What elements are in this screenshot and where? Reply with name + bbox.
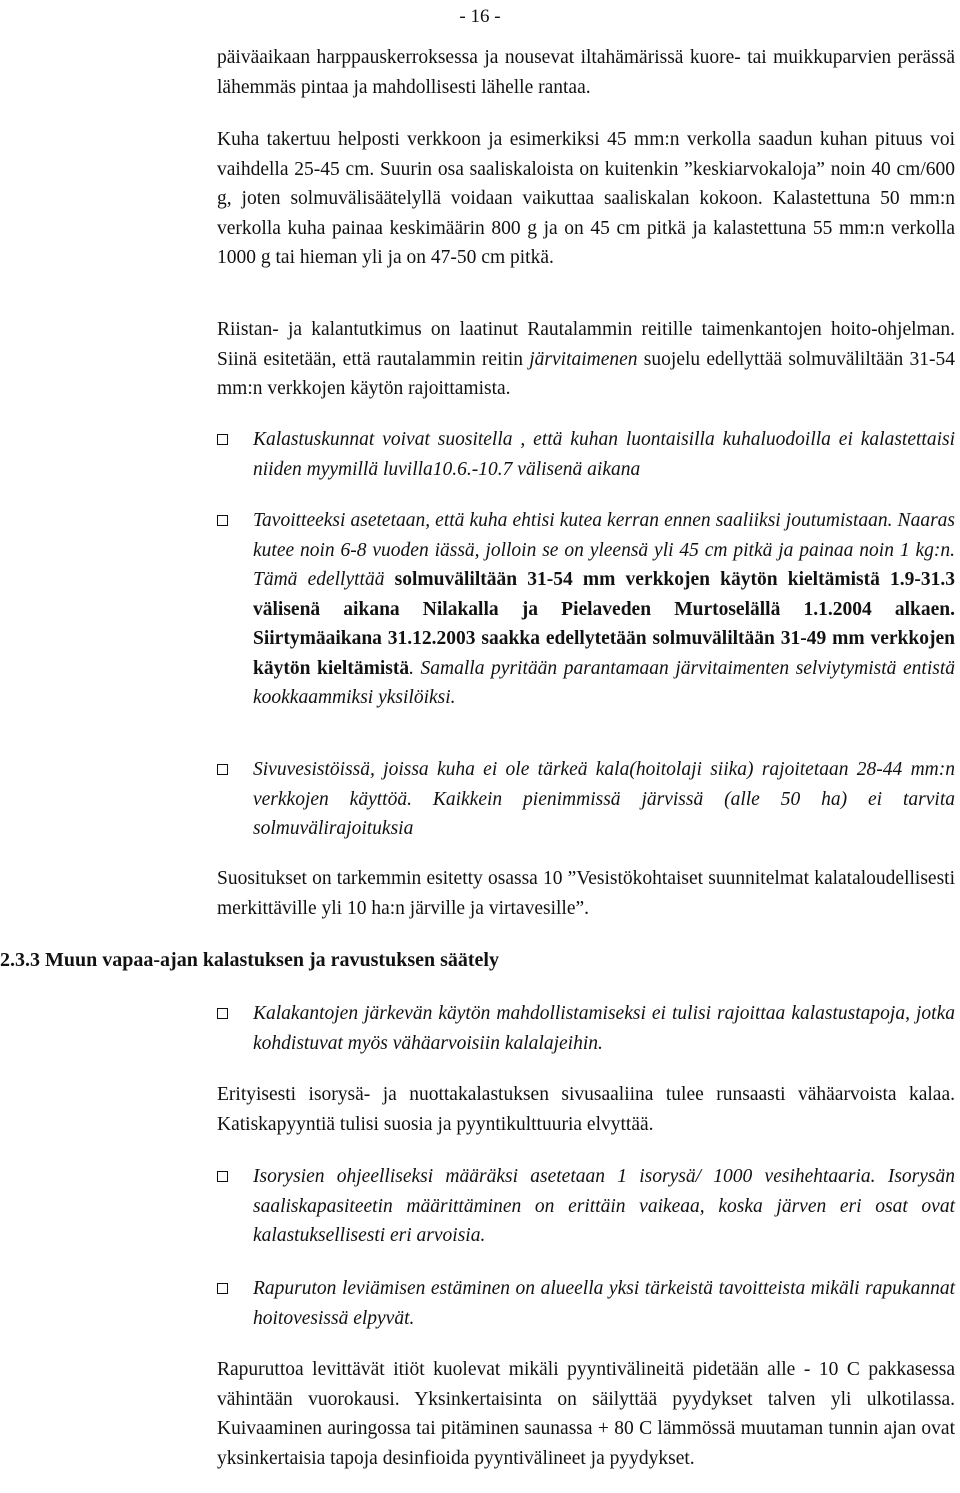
checkbox-bullet-icon bbox=[217, 1283, 228, 1294]
checkbox-bullet-icon bbox=[217, 434, 228, 445]
paragraph-bycatch: Erityisesti isorysä- ja nuottakalastuksen sivusaaliina tulee runsaasti vähäarvoista kalaa. Katiskapyyntiä tulisi suosia ja pyyntikulttuuria elvyttää. bbox=[217, 1084, 955, 1135]
bullet-item-fishing-methods bbox=[217, 999, 955, 1058]
paragraph-spawning-behaviour: päiväaikaan harppauskerroksessa ja nousevat iltahämärissä kuore- tai muikkuparvien perässä lähemmäs pintaa ja mahdollisesti lähelle rantaa. bbox=[217, 47, 955, 98]
bullet-text: Sivuvesistöissä, joissa kuha ei ole tärkeä kala(hoitolaji siika) rajoitetaan 28-44 mm:n verkkojen käyttöä. Kaikkein pienimmissä järvissä (alle 50 ha) ei tarvita solmuvälirajoituksia bbox=[253, 759, 955, 839]
bullet-text bbox=[253, 506, 955, 713]
page-number: - 16 - bbox=[459, 6, 501, 27]
paragraph-text: suojelu edellyttää solmuväliltään 31-54 mm:n verkkojen käytön rajoittamista. bbox=[217, 348, 955, 399]
bullet-item-side-waters bbox=[217, 755, 955, 844]
bullet-text: Rapuruton leviämisen estäminen on alueella yksi tärkeistä tavoitteista mikäli rapukannat hoitovesissä elpyvät. bbox=[253, 1278, 955, 1329]
bullet-text-part: Kalastuskunnat voivat suositella , että kuhan luontaisilla kuhaluodoilla ei kalastettaisi niiden myymillä luvilla10.6.-10. bbox=[253, 429, 955, 480]
paragraph-zander-size: Kuha takertuu helposti verkkoon ja esimerkiksi 45 mm:n verkolla saadun kuhan pituus voi vaihdella 25-45 cm. Suurin osa saaliskaloista on kuitenkin ”keskiarvokaloja” noin 40 cm/600 g, joten solmuvälisäätelyllä voidaan vaikuttaa saaliskalan kokoon. Kalastettuna 50 mm:n verkolla kuha painaa keskimäärin 800 g ja on 45 cm pitkä ja kalastettuna 55 mm:n verkolla 1000 g tai hieman yli ja on 47-50 cm pitkä. bbox=[217, 129, 955, 268]
bullet-item-spawning-grounds bbox=[217, 425, 955, 484]
bullet-text-part: Tavoitteeksi asetetaan, että kuha ehtisi kutea kerran ennen saaliiksi joutumistaan. Naaras kutee noin 6-8 vuoden iässä, jolloin se on yleensä yli 45 cm pitkä ja painaa noin 1 kg:n. Tämä edellyttää bbox=[253, 510, 955, 590]
paragraph-trout-program bbox=[217, 315, 955, 404]
emphasized-term: järvitaimenen bbox=[529, 348, 638, 370]
checkbox-bullet-icon bbox=[217, 764, 228, 775]
bullet-item-mesh-size-goal bbox=[217, 506, 955, 713]
bold-regulation-text: solmuväliltään 31-54 mm verkkojen käytön kieltämistä 1.9-31.3 välisenä aikana Nilakalla ja Pielaveden Murtoselällä 1.1.2004 alkaen. Siirtymäaikana 31.12.2003 saakka edellytetään solmuväliltään 31-49 mm verkkojen käytön kieltämistä bbox=[253, 569, 955, 679]
bullet-item-crayfish-plague bbox=[217, 1274, 955, 1333]
paragraph-disinfection: Rapuruttoa levittävät itiöt kuolevat mikäli pyyntivälineitä pidetään alle - 10 C pakkasessa vähintään vuorokausi. Yksinkertaisinta on säilyttää pyydykset talven yli ulkotilassa. Kuivaaminen auringossa tai pitäminen saunassa + 80 C lämmössä muutaman tunnin ajan ovat yksinkertaisia tapoja desinfioida pyyntivälineet ja pyydykset. bbox=[217, 1359, 955, 1469]
checkbox-bullet-icon bbox=[217, 1171, 228, 1182]
checkbox-bullet-icon bbox=[217, 1008, 228, 1019]
bullet-text: Kalakantojen järkevän käytön mahdollistamiseksi ei tulisi rajoittaa kalastustapoja, jotka kohdistuvat myös vähäarvoisiin kalalajeihin. bbox=[253, 1003, 955, 1054]
paragraph-text: Riistan- ja kalantutkimus on laatinut Rautalammin reitille taimenkantojen hoito-ohjelman. Siinä esitetään, että rautalammin reitin bbox=[217, 319, 955, 370]
paragraph-recommendations: Suositukset on tarkemmin esitetty osassa 10 ”Vesistökohtaiset suunnitelmat kalataloudellisesti merkittäville yli 10 ha:n järville ja virtavesille”. bbox=[217, 868, 955, 919]
bullet-text-part: . Samalla pyritään parantamaan järvitaimenten selviytymistä entistä kookkaammiksi yksilöiksi. bbox=[253, 657, 955, 708]
bullet-text: Isorysien ohjeelliseksi määräksi asetetaan 1 isorysä/ 1000 vesihehtaaria. Isorysän saaliskapasiteetin määrittäminen on erittäin vaikeaa, koska järven eri osat ovat kalastuksellisesti eri arvoisia. bbox=[253, 1166, 955, 1246]
section-heading: 2.3.3 Muun vapaa-ajan kalastuksen ja ravustuksen säätely bbox=[0, 949, 499, 971]
bullet-text-part: 7 välisenä aikana bbox=[502, 458, 641, 480]
bullet-text bbox=[253, 425, 955, 484]
bullet-item-trap-nets bbox=[217, 1162, 955, 1251]
checkbox-bullet-icon bbox=[217, 515, 228, 526]
